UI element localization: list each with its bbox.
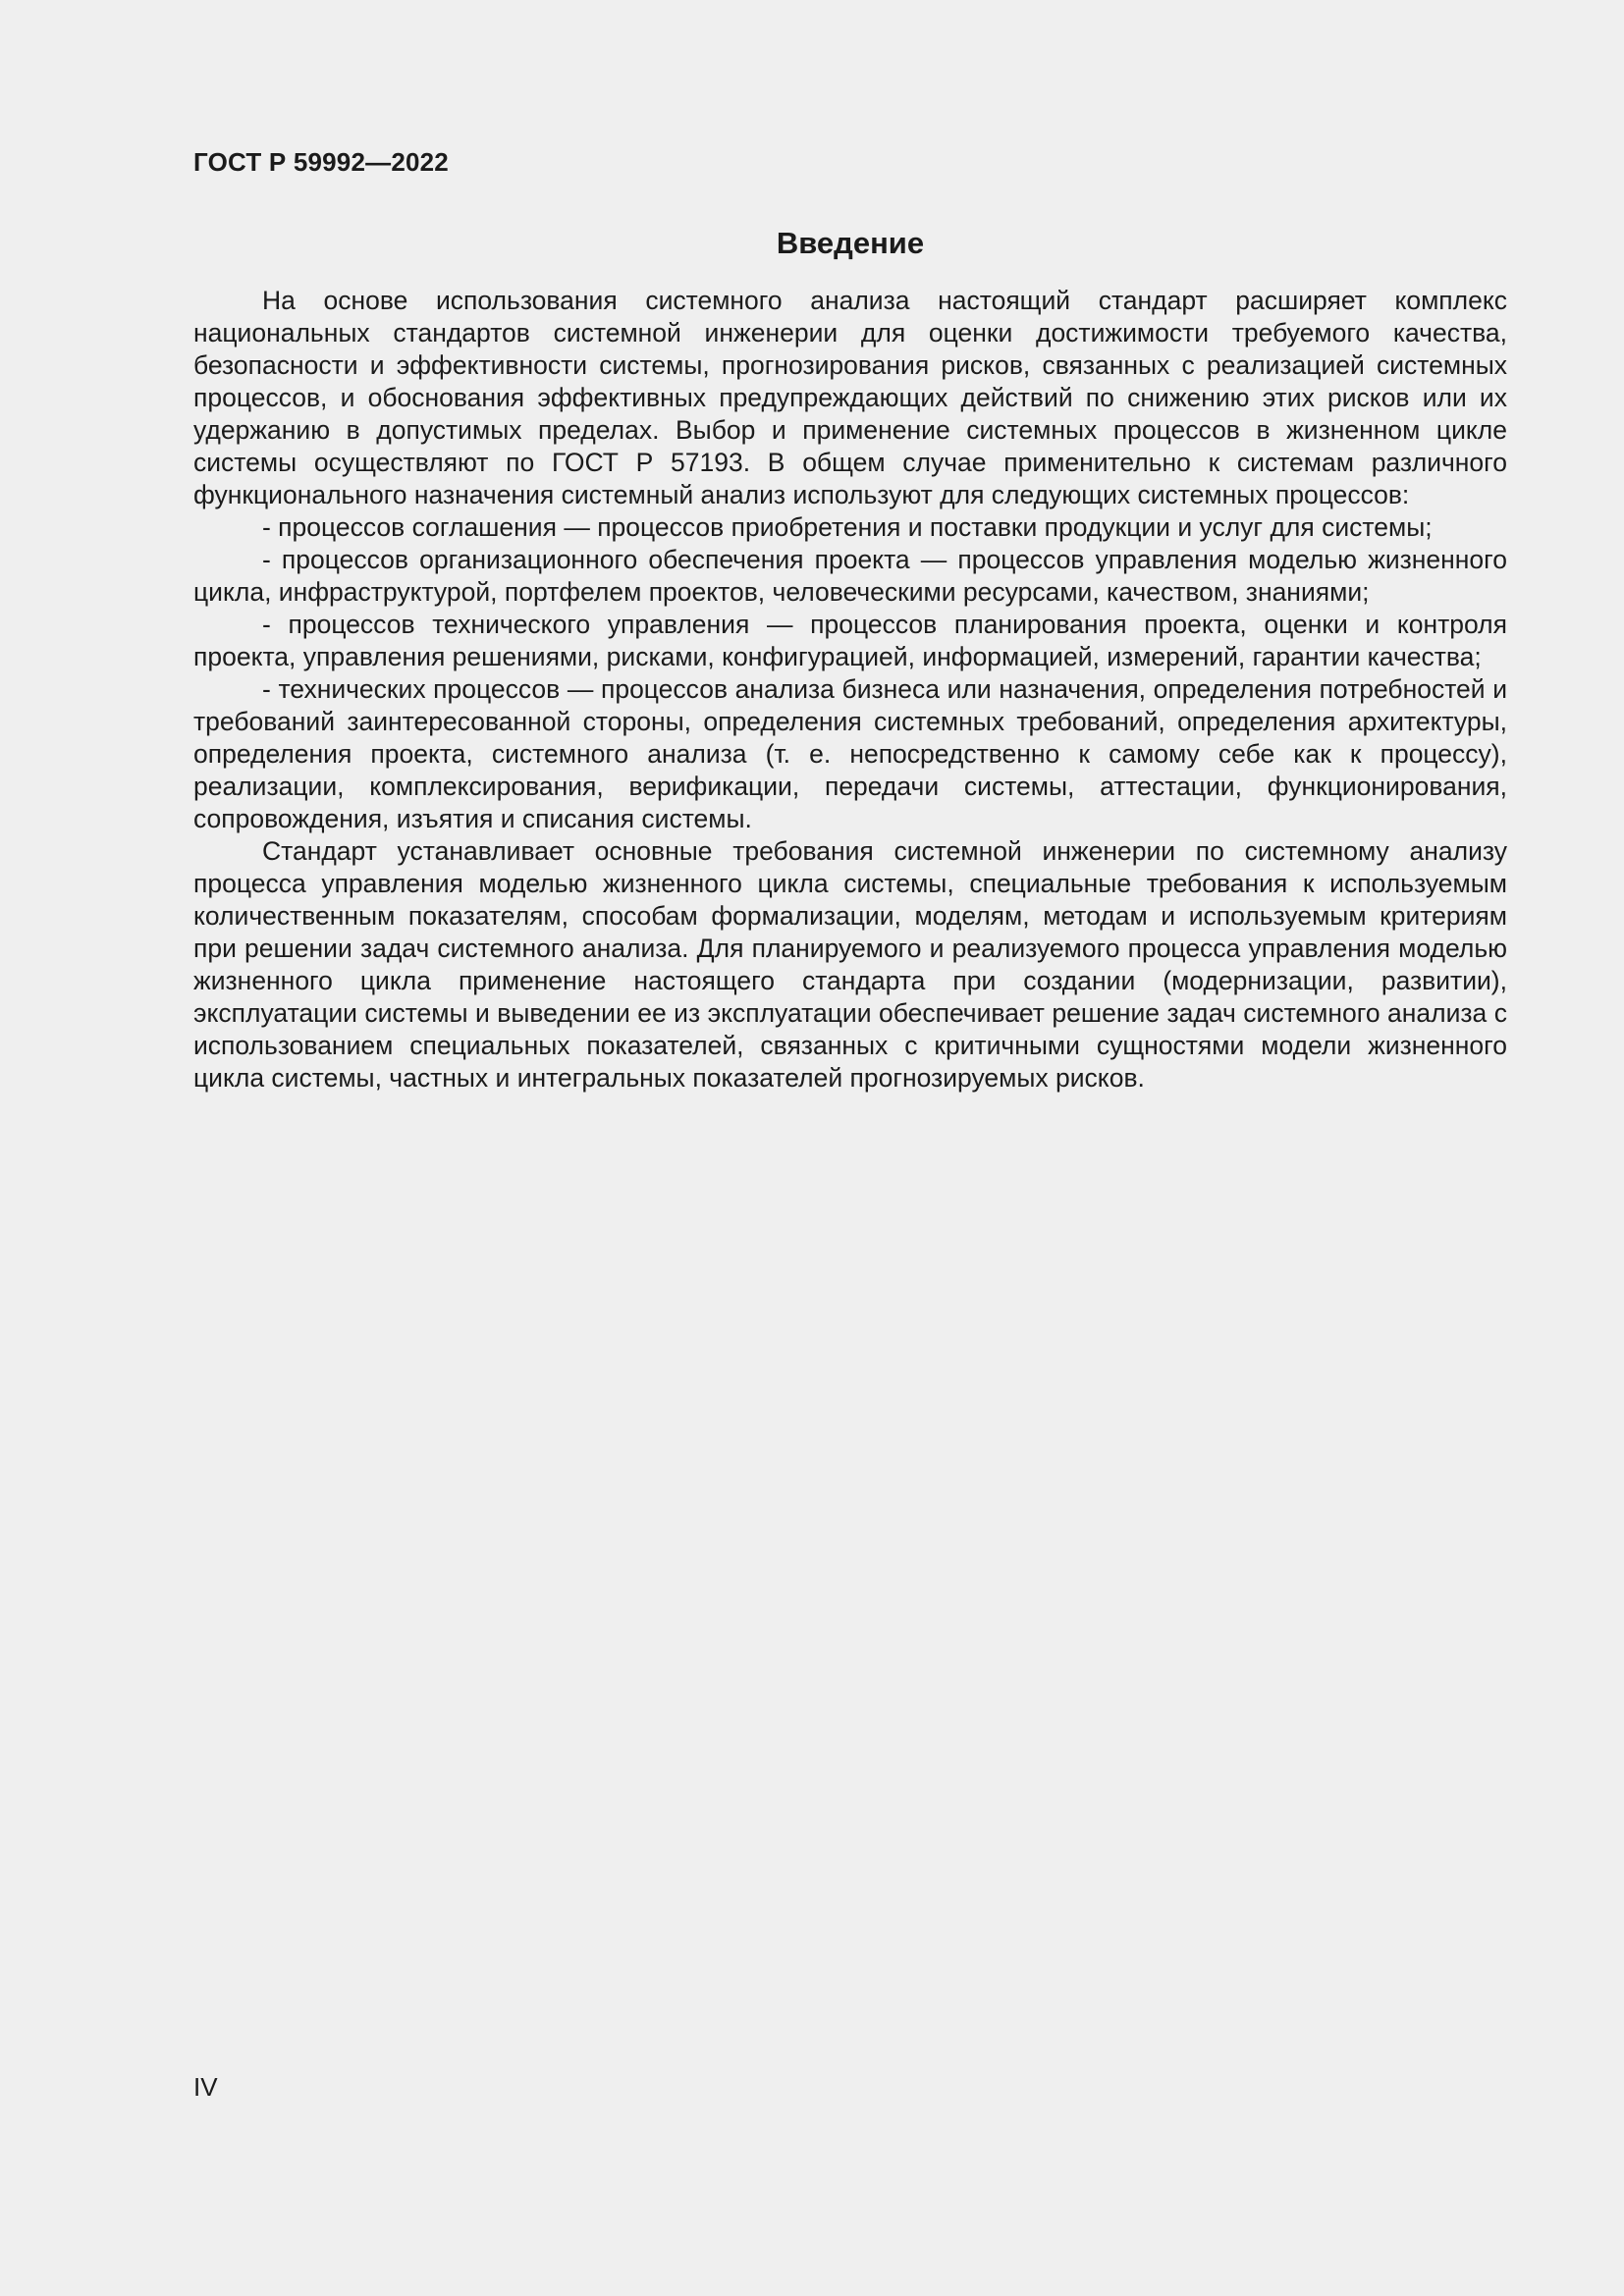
paragraph-intro: На основе использования системного анализа настоящий стандарт расширяет комплекс национальных стандартов системной инженерии для оценки достижимости требуемого качества, безопасности и эффективности системы, прогнозирования рисков, связанных с реализацией системных процессов, и обоснования эффективных предупреждающих действий по снижению этих рисков или их удержанию в допустимых пределах. Выбор и применение системных процессов в жизненном цикле системы осуществляют по ГОСТ Р 57193. В общем случае применительно к системам различного функционального назначения системный анализ используют для следующих системных процессов:	[193, 286, 1507, 509]
list-item-technical-processes: - технических процессов — процессов анализа бизнеса или назначения, определения потребностей и требований заинтересованной стороны, определения системных требований, определения архитектуры, определения проекта, системного анализа (т. е. непосредственно к самому себе как к процессу), реализации, комплексирования, верификации, передачи системы, аттестации, функционирования, сопровождения, изъятия и списания системы.	[193, 674, 1507, 833]
list-item-organizational-processes: - процессов организационного обеспечения проекта — процессов управления моделью жизненного цикла, инфраструктурой, портфелем проектов, человеческими ресурсами, качеством, знаниями;	[193, 545, 1507, 607]
section-title: Введение	[776, 226, 925, 260]
document-standard-id: ГОСТ Р 59992—2022	[193, 147, 449, 177]
list-item-agreement-processes: - процессов соглашения — процессов приобретения и поставки продукции и услуг для системы;	[262, 512, 1433, 542]
list-item-technical-management-processes: - процессов технического управления — процессов планирования проекта, оценки и контроля проекта, управления решениями, рисками, конфигурацией, информацией, измерений, гарантии качества;	[193, 610, 1507, 671]
body-text	[193, 285, 1507, 1095]
page-number: IV	[193, 2072, 218, 2102]
paragraph-standard-scope: Стандарт устанавливает основные требования системной инженерии по системному анализу процесса управления моделью жизненного цикла системы, специальные требования к используемым количественным показателям, способам формализации, моделям, методам и используемым критериям при решении задач системного анализа. Для планируемого и реализуемого процесса управления моделью жизненного цикла применение настоящего стандарта при создании (модернизации, развитии), эксплуатации системы и выведении ее из эксплуатации обеспечивает решение задач системного анализа с использованием специальных показателей, связанных с критичными сущностями модели жизненного цикла системы, частных и интегральных показателей прогнозируемых рисков.	[193, 836, 1507, 1093]
